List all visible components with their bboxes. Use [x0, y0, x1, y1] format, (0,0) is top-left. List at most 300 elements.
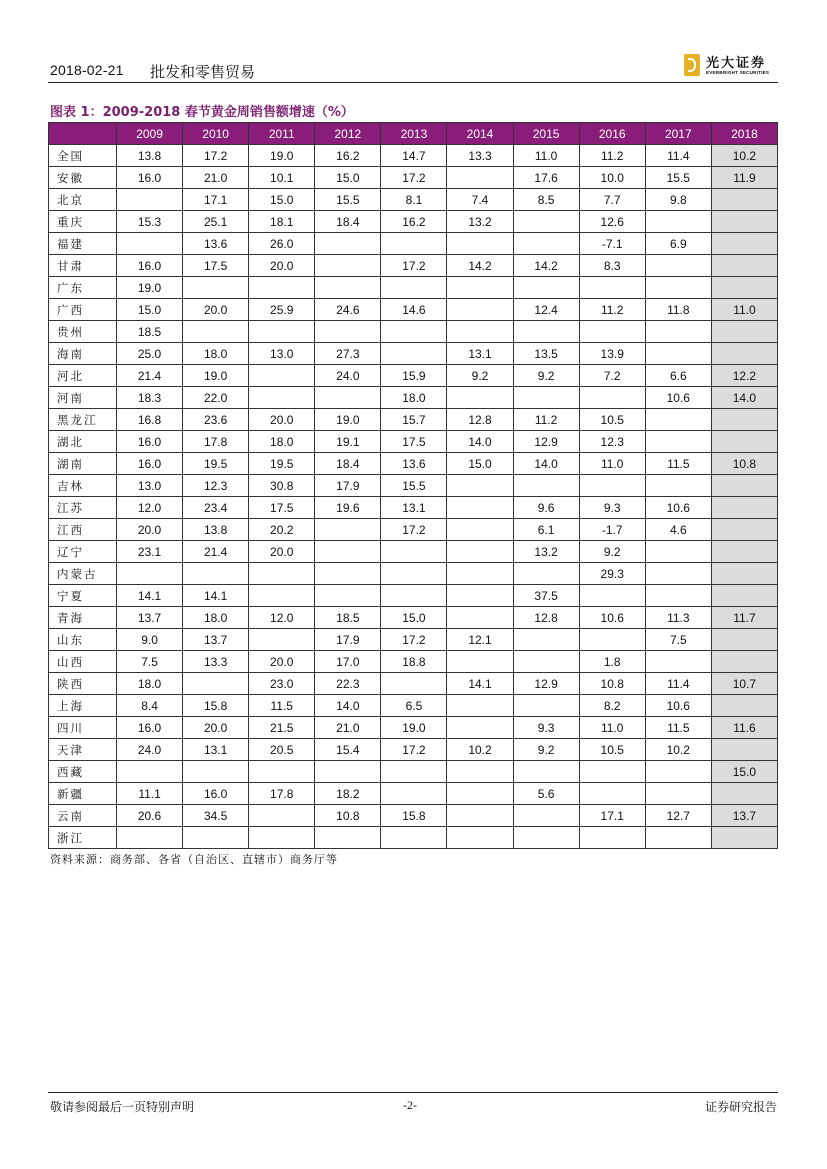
value-cell — [315, 387, 381, 409]
region-cell: 北京 — [49, 189, 117, 211]
value-cell — [447, 651, 513, 673]
column-header-2018: 2018 — [711, 123, 777, 145]
value-cell — [513, 277, 579, 299]
value-cell — [183, 321, 249, 343]
column-header-2009: 2009 — [117, 123, 183, 145]
value-cell: 25.0 — [117, 343, 183, 365]
value-cell — [513, 475, 579, 497]
value-cell: 15.0 — [381, 607, 447, 629]
value-cell: 7.5 — [645, 629, 711, 651]
table-row — [49, 365, 778, 387]
value-cell: 15.0 — [711, 761, 777, 783]
table-row — [49, 211, 778, 233]
value-cell: 18.8 — [381, 651, 447, 673]
value-cell: 17.8 — [249, 783, 315, 805]
value-cell: 17.2 — [381, 519, 447, 541]
value-cell: 10.5 — [579, 409, 645, 431]
value-cell: 20.2 — [249, 519, 315, 541]
value-cell: 12.7 — [645, 805, 711, 827]
value-cell — [711, 211, 777, 233]
value-cell: 10.6 — [579, 607, 645, 629]
value-cell: 11.1 — [117, 783, 183, 805]
value-cell: 11.7 — [711, 607, 777, 629]
value-cell — [711, 233, 777, 255]
value-cell — [645, 431, 711, 453]
value-cell: 18.5 — [315, 607, 381, 629]
value-cell: 20.0 — [249, 541, 315, 563]
value-cell — [117, 233, 183, 255]
value-cell: 21.0 — [183, 167, 249, 189]
value-cell: 11.6 — [711, 717, 777, 739]
value-cell — [579, 585, 645, 607]
value-cell — [711, 519, 777, 541]
value-cell: 19.0 — [315, 409, 381, 431]
value-cell: 11.4 — [645, 673, 711, 695]
value-cell — [249, 805, 315, 827]
value-cell: 22.0 — [183, 387, 249, 409]
table-header-row — [49, 123, 778, 145]
value-cell: 8.1 — [381, 189, 447, 211]
value-cell: 16.0 — [117, 167, 183, 189]
value-cell — [645, 321, 711, 343]
figure-title: 图表 1：2009-2018 春节黄金周销售额增速（%） — [50, 105, 354, 120]
value-cell — [645, 585, 711, 607]
table-row — [49, 827, 778, 849]
value-cell — [513, 695, 579, 717]
value-cell: 25.9 — [249, 299, 315, 321]
value-cell: 18.0 — [381, 387, 447, 409]
value-cell: 17.9 — [315, 475, 381, 497]
value-cell: 21.0 — [315, 717, 381, 739]
value-cell — [513, 387, 579, 409]
value-cell: 21.4 — [183, 541, 249, 563]
region-cell: 河南 — [49, 387, 117, 409]
value-cell: 11.5 — [645, 453, 711, 475]
value-cell — [117, 563, 183, 585]
region-cell: 甘肃 — [49, 255, 117, 277]
value-cell — [711, 541, 777, 563]
logo-mark-icon — [684, 54, 700, 76]
value-cell: 9.2 — [513, 739, 579, 761]
value-cell — [447, 299, 513, 321]
value-cell: 13.0 — [117, 475, 183, 497]
value-cell: 9.3 — [579, 497, 645, 519]
value-cell: 20.0 — [183, 717, 249, 739]
table-row — [49, 519, 778, 541]
region-cell: 山东 — [49, 629, 117, 651]
value-cell: 15.4 — [315, 739, 381, 761]
region-cell: 重庆 — [49, 211, 117, 233]
table-row — [49, 651, 778, 673]
value-cell: 14.1 — [447, 673, 513, 695]
value-cell — [117, 761, 183, 783]
value-cell — [645, 277, 711, 299]
value-cell — [645, 475, 711, 497]
region-cell: 山西 — [49, 651, 117, 673]
value-cell: 18.0 — [183, 343, 249, 365]
footer-disclaimer: 敬请参阅最后一页特别声明 — [50, 1100, 195, 1114]
value-cell: 12.9 — [513, 431, 579, 453]
value-cell — [315, 519, 381, 541]
table-row — [49, 541, 778, 563]
value-cell: 11.0 — [711, 299, 777, 321]
value-cell: 10.8 — [579, 673, 645, 695]
value-cell — [513, 233, 579, 255]
value-cell: 14.2 — [513, 255, 579, 277]
value-cell — [447, 607, 513, 629]
value-cell — [579, 783, 645, 805]
value-cell — [513, 211, 579, 233]
value-cell — [447, 805, 513, 827]
value-cell: 13.1 — [447, 343, 513, 365]
value-cell: 6.1 — [513, 519, 579, 541]
value-cell: 19.0 — [381, 717, 447, 739]
value-cell — [183, 277, 249, 299]
value-cell: 9.2 — [579, 541, 645, 563]
region-cell: 广东 — [49, 277, 117, 299]
value-cell — [711, 189, 777, 211]
value-cell: 24.0 — [315, 365, 381, 387]
value-cell — [513, 563, 579, 585]
value-cell: 14.0 — [447, 431, 513, 453]
value-cell — [645, 563, 711, 585]
value-cell — [645, 343, 711, 365]
value-cell — [249, 827, 315, 849]
value-cell — [315, 541, 381, 563]
value-cell: 13.2 — [513, 541, 579, 563]
value-cell: 11.0 — [579, 453, 645, 475]
value-cell: 20.0 — [183, 299, 249, 321]
value-cell: 23.1 — [117, 541, 183, 563]
value-cell: 18.0 — [183, 607, 249, 629]
value-cell: 8.4 — [117, 695, 183, 717]
value-cell: 13.1 — [183, 739, 249, 761]
table-row — [49, 431, 778, 453]
value-cell: 15.8 — [183, 695, 249, 717]
value-cell: 11.3 — [645, 607, 711, 629]
value-cell — [513, 629, 579, 651]
value-cell — [447, 585, 513, 607]
value-cell: 17.9 — [315, 629, 381, 651]
value-cell: 18.5 — [117, 321, 183, 343]
region-cell: 浙江 — [49, 827, 117, 849]
table-header-corner — [49, 123, 117, 145]
value-cell — [117, 827, 183, 849]
region-cell: 宁夏 — [49, 585, 117, 607]
value-cell — [381, 277, 447, 299]
value-cell — [513, 805, 579, 827]
value-cell: 23.4 — [183, 497, 249, 519]
value-cell: 12.3 — [579, 431, 645, 453]
value-cell: 6.6 — [645, 365, 711, 387]
value-cell: 10.2 — [711, 145, 777, 167]
value-cell: 12.8 — [447, 409, 513, 431]
value-cell: 19.0 — [183, 365, 249, 387]
logo-name-en: EVERBRIGHT SECURITIES — [706, 70, 770, 75]
value-cell: 18.0 — [249, 431, 315, 453]
value-cell: 7.5 — [117, 651, 183, 673]
value-cell: 5.6 — [513, 783, 579, 805]
value-cell: 12.9 — [513, 673, 579, 695]
value-cell — [447, 563, 513, 585]
table-row — [49, 497, 778, 519]
value-cell — [711, 321, 777, 343]
value-cell — [447, 233, 513, 255]
table-row — [49, 563, 778, 585]
sales-growth-table — [48, 122, 778, 849]
table-row — [49, 299, 778, 321]
value-cell: 15.7 — [381, 409, 447, 431]
value-cell — [249, 365, 315, 387]
value-cell — [381, 563, 447, 585]
value-cell — [645, 255, 711, 277]
table-row — [49, 167, 778, 189]
value-cell: 10.5 — [579, 739, 645, 761]
value-cell: 14.0 — [711, 387, 777, 409]
value-cell — [447, 695, 513, 717]
value-cell — [711, 475, 777, 497]
value-cell: 11.2 — [579, 145, 645, 167]
value-cell: 25.1 — [183, 211, 249, 233]
value-cell — [315, 761, 381, 783]
value-cell — [183, 761, 249, 783]
value-cell: 20.5 — [249, 739, 315, 761]
region-cell: 青海 — [49, 607, 117, 629]
value-cell: 16.2 — [315, 145, 381, 167]
value-cell — [711, 783, 777, 805]
value-cell — [315, 321, 381, 343]
value-cell — [711, 651, 777, 673]
value-cell — [183, 827, 249, 849]
value-cell: 14.0 — [315, 695, 381, 717]
column-header-2010: 2010 — [183, 123, 249, 145]
table-row — [49, 387, 778, 409]
value-cell: 14.0 — [513, 453, 579, 475]
region-cell: 新疆 — [49, 783, 117, 805]
value-cell — [381, 541, 447, 563]
value-cell: -1.7 — [579, 519, 645, 541]
value-cell — [711, 695, 777, 717]
value-cell: 7.2 — [579, 365, 645, 387]
value-cell: 11.2 — [579, 299, 645, 321]
value-cell — [249, 761, 315, 783]
value-cell — [315, 563, 381, 585]
value-cell: 27.3 — [315, 343, 381, 365]
value-cell: 19.5 — [249, 453, 315, 475]
header-divider — [48, 82, 778, 83]
table-row — [49, 343, 778, 365]
value-cell — [447, 717, 513, 739]
table-row — [49, 629, 778, 651]
value-cell: 16.0 — [117, 431, 183, 453]
table-row — [49, 277, 778, 299]
value-cell: 12.0 — [249, 607, 315, 629]
value-cell — [381, 761, 447, 783]
value-cell: 10.2 — [447, 739, 513, 761]
value-cell — [315, 255, 381, 277]
value-cell: 16.8 — [117, 409, 183, 431]
value-cell: 18.4 — [315, 211, 381, 233]
region-cell: 吉林 — [49, 475, 117, 497]
value-cell: -7.1 — [579, 233, 645, 255]
value-cell: 17.1 — [183, 189, 249, 211]
value-cell: 10.6 — [645, 497, 711, 519]
region-cell: 黑龙江 — [49, 409, 117, 431]
value-cell — [711, 431, 777, 453]
value-cell: 19.0 — [249, 145, 315, 167]
value-cell: 17.2 — [381, 167, 447, 189]
value-cell — [381, 343, 447, 365]
value-cell: 19.0 — [117, 277, 183, 299]
value-cell — [447, 827, 513, 849]
value-cell: 18.1 — [249, 211, 315, 233]
table-row — [49, 805, 778, 827]
value-cell — [711, 343, 777, 365]
value-cell: 13.1 — [381, 497, 447, 519]
value-cell — [645, 783, 711, 805]
value-cell — [315, 277, 381, 299]
company-logo — [684, 52, 778, 80]
value-cell: 11.5 — [249, 695, 315, 717]
value-cell: 10.6 — [645, 387, 711, 409]
value-cell: 20.0 — [249, 651, 315, 673]
value-cell — [579, 761, 645, 783]
region-cell: 辽宁 — [49, 541, 117, 563]
value-cell: 15.3 — [117, 211, 183, 233]
value-cell: 12.0 — [117, 497, 183, 519]
value-cell: 18.3 — [117, 387, 183, 409]
value-cell — [249, 321, 315, 343]
value-cell — [579, 321, 645, 343]
value-cell: 14.1 — [117, 585, 183, 607]
value-cell: 20.6 — [117, 805, 183, 827]
value-cell — [447, 541, 513, 563]
value-cell — [645, 827, 711, 849]
region-cell: 河北 — [49, 365, 117, 387]
value-cell: 9.2 — [447, 365, 513, 387]
value-cell — [711, 563, 777, 585]
report-date: 2018-02-21 — [50, 62, 124, 78]
table-row — [49, 453, 778, 475]
value-cell: 20.0 — [117, 519, 183, 541]
value-cell: 17.8 — [183, 431, 249, 453]
source-note: 资料来源：商务部、各省（自治区、直辖市）商务厅等 — [50, 853, 338, 866]
value-cell — [249, 585, 315, 607]
value-cell — [645, 651, 711, 673]
value-cell: 8.2 — [579, 695, 645, 717]
value-cell: 7.7 — [579, 189, 645, 211]
value-cell: 11.4 — [645, 145, 711, 167]
value-cell: 17.2 — [381, 739, 447, 761]
value-cell — [579, 387, 645, 409]
table-row — [49, 409, 778, 431]
value-cell: 19.1 — [315, 431, 381, 453]
value-cell: 11.5 — [645, 717, 711, 739]
value-cell — [381, 673, 447, 695]
column-header-2012: 2012 — [315, 123, 381, 145]
region-cell: 福建 — [49, 233, 117, 255]
value-cell: 10.8 — [711, 453, 777, 475]
value-cell: 4.6 — [645, 519, 711, 541]
value-cell: 10.0 — [579, 167, 645, 189]
value-cell: 13.0 — [249, 343, 315, 365]
table-row — [49, 695, 778, 717]
value-cell: 17.6 — [513, 167, 579, 189]
value-cell: 15.5 — [381, 475, 447, 497]
value-cell: 13.7 — [117, 607, 183, 629]
value-cell — [447, 277, 513, 299]
value-cell: 13.7 — [183, 629, 249, 651]
table-body — [49, 145, 778, 849]
region-cell: 全国 — [49, 145, 117, 167]
value-cell: 8.3 — [579, 255, 645, 277]
value-cell: 37.5 — [513, 585, 579, 607]
value-cell: 21.5 — [249, 717, 315, 739]
value-cell — [711, 277, 777, 299]
region-cell: 上海 — [49, 695, 117, 717]
value-cell: 12.2 — [711, 365, 777, 387]
value-cell: 19.6 — [315, 497, 381, 519]
value-cell: 10.7 — [711, 673, 777, 695]
value-cell — [711, 585, 777, 607]
table-row — [49, 585, 778, 607]
value-cell — [381, 827, 447, 849]
region-cell: 云南 — [49, 805, 117, 827]
value-cell — [447, 783, 513, 805]
value-cell: 16.0 — [183, 783, 249, 805]
value-cell — [447, 387, 513, 409]
value-cell — [381, 585, 447, 607]
table-row — [49, 145, 778, 167]
value-cell — [381, 321, 447, 343]
value-cell: 12.4 — [513, 299, 579, 321]
value-cell — [579, 277, 645, 299]
footer-report-type: 证券研究报告 — [704, 1100, 777, 1114]
column-header-2017: 2017 — [645, 123, 711, 145]
value-cell: 10.1 — [249, 167, 315, 189]
footer-divider — [48, 1092, 778, 1093]
value-cell — [711, 739, 777, 761]
value-cell — [645, 409, 711, 431]
column-header-2014: 2014 — [447, 123, 513, 145]
value-cell: 22.3 — [315, 673, 381, 695]
region-cell: 江西 — [49, 519, 117, 541]
table-row — [49, 739, 778, 761]
region-cell: 安徽 — [49, 167, 117, 189]
value-cell — [249, 387, 315, 409]
report-sector: 批发和零售贸易 — [150, 63, 256, 81]
table-row — [49, 233, 778, 255]
region-cell: 海南 — [49, 343, 117, 365]
region-cell: 江苏 — [49, 497, 117, 519]
value-cell — [711, 497, 777, 519]
value-cell — [711, 629, 777, 651]
value-cell: 14.7 — [381, 145, 447, 167]
table-row — [49, 783, 778, 805]
value-cell: 15.9 — [381, 365, 447, 387]
value-cell: 16.2 — [381, 211, 447, 233]
value-cell — [447, 761, 513, 783]
value-cell — [447, 475, 513, 497]
value-cell: 15.0 — [117, 299, 183, 321]
value-cell: 24.6 — [315, 299, 381, 321]
value-cell — [249, 563, 315, 585]
region-cell: 陕西 — [49, 673, 117, 695]
value-cell — [711, 827, 777, 849]
table-row — [49, 717, 778, 739]
value-cell: 13.7 — [711, 805, 777, 827]
value-cell: 15.8 — [381, 805, 447, 827]
